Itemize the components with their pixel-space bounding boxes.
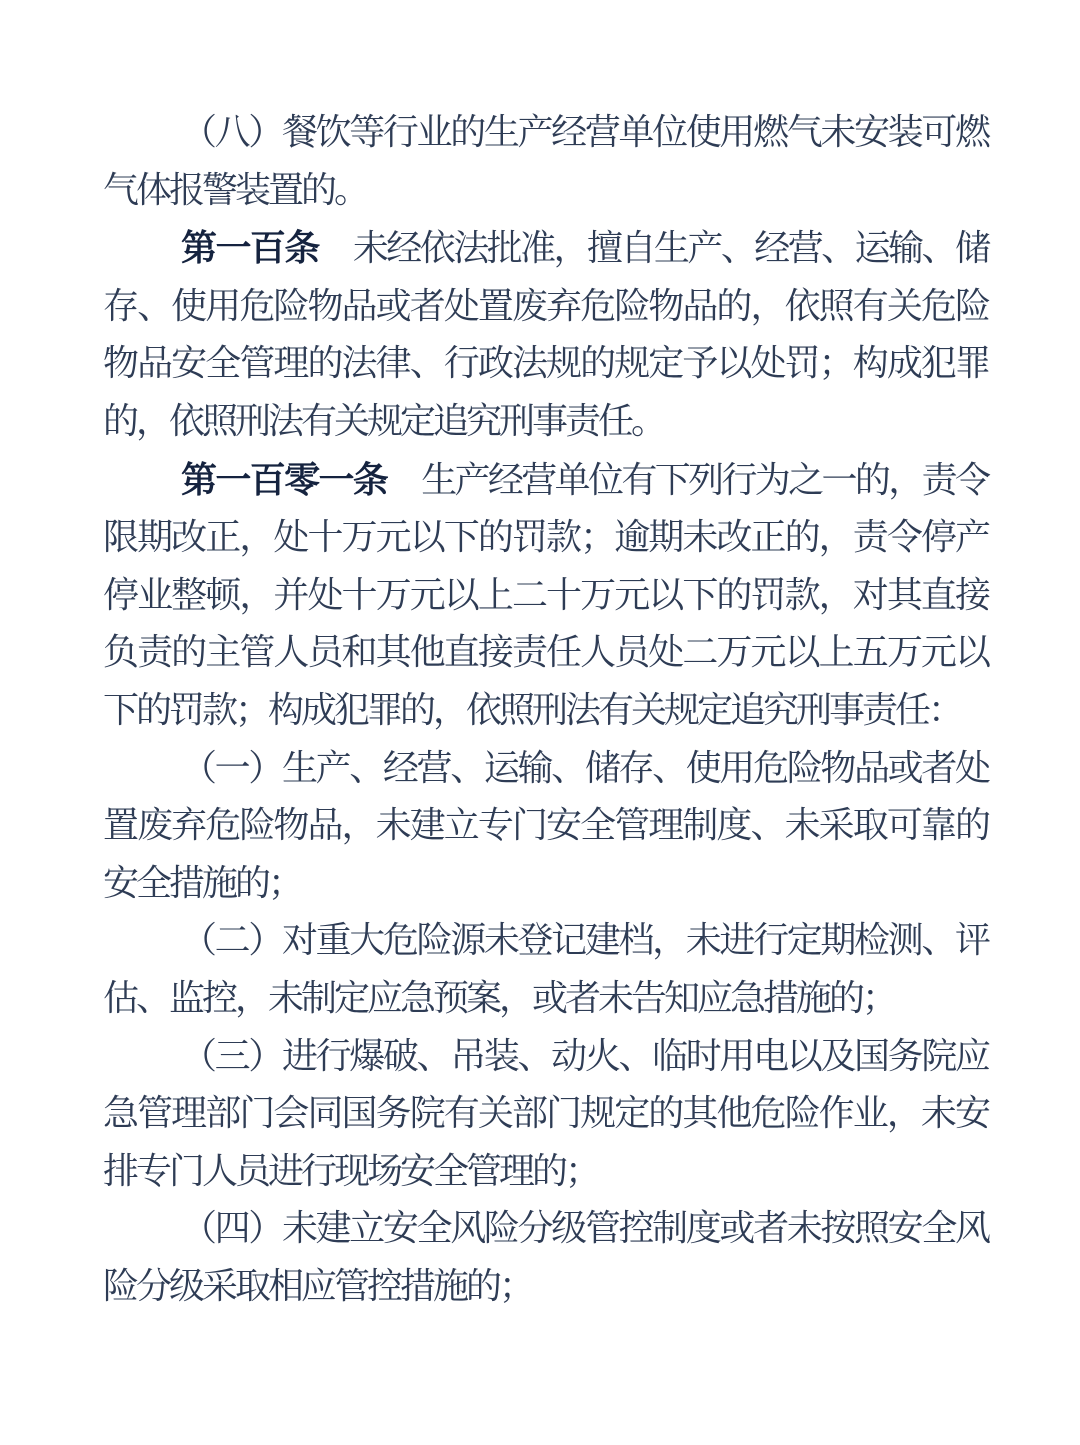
article-100-heading: 第一百条 xyxy=(181,227,319,269)
article-101 xyxy=(103,451,988,740)
clause-item-1-text: （一）生产、经营、运输、储存、使用危险物品或者处置废弃危险物品，未建立专门安全管理制度、未采取可靠的安全措施的； xyxy=(103,747,988,903)
article-101-heading: 第一百零一条 xyxy=(181,458,388,500)
clause-item-3-text: （三）进行爆破、吊装、动火、临时用电以及国务院应急管理部门会同国务院有关部门规定的其他危险作业，未安排专门人员进行现场安全管理的； xyxy=(103,1035,988,1191)
clause-item-4 xyxy=(103,1200,988,1315)
clause-item-8 xyxy=(103,104,988,219)
article-100 xyxy=(103,219,988,450)
clause-item-2 xyxy=(103,912,988,1027)
clause-item-8-text: （八）餐饮等行业的生产经营单位使用燃气未安装可燃气体报警装置的。 xyxy=(103,112,988,210)
clause-item-1 xyxy=(103,740,988,913)
document-body xyxy=(103,104,988,1315)
article-100-text: 未经依法批准，擅自生产、经营、运输、储存、使用危险物品或者处置废弃危险物品的，依照有关危险物品安全管理的法律、行政法规的规定予以处罚；构成犯罪的，依照刑法有关规定追究刑事责任。 xyxy=(103,228,988,441)
clause-item-2-text: （二）对重大危险源未登记建档，未进行定期检测、评估、监控，未制定应急预案，或者未告知应急措施的； xyxy=(103,920,988,1018)
clause-item-3 xyxy=(103,1028,988,1201)
clause-item-4-text: （四）未建立安全风险分级管控制度或者未按照安全风险分级采取相应管控措施的； xyxy=(103,1208,988,1306)
article-101-text: 生产经营单位有下列行为之一的，责令限期改正，处十万元以下的罚款；逾期未改正的，责令停产停业整顿，并处十万元以上二十万元以下的罚款，对其直接负责的主管人员和其他直接责任人员处二万元以上五万元以下的罚款；构成犯罪的，依照刑法有关规定追究刑事责任： xyxy=(103,459,988,730)
